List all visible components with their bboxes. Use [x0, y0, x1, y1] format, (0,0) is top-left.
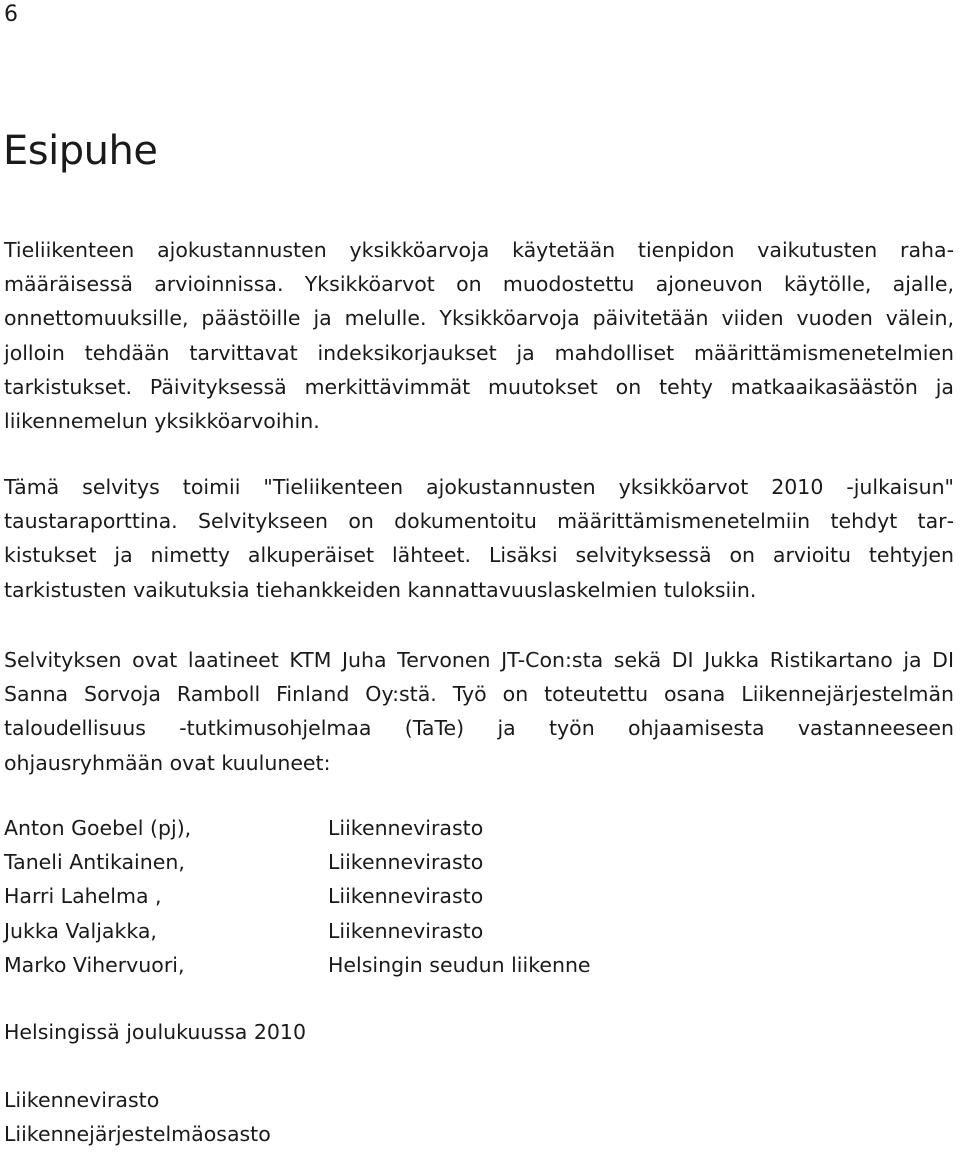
page-title: Esipuhe: [3, 128, 158, 174]
list-item: [4, 914, 954, 948]
member-organization: Helsingin seudun liikenne: [328, 952, 591, 977]
paragraph-intro: Tieliikenteen ajokustannusten yksikköarvoja käytetään tienpidon vaikutusten rahamääräisessä arvioinnissa. Yksikköarvot on muodostettu ajoneuvon käytölle, ajalle, onnettomuuksille, päästöille ja melulle. Yksikköarvoja päivitetään viiden vuoden välein, jolloin tehdään tarvittavat indeksikorjaukset ja mahdolliset määrittämismenetelmien tarkistukset. Päivityksessä merkittävimmät muutokset on tehty matkaaikasäästön ja liikennemelun yksikköarvoihin.: [4, 238, 954, 434]
steering-group-list: [4, 811, 954, 982]
list-item: [4, 948, 954, 982]
paragraph-background-report: Tämä selvitys toimii "Tieliikenteen ajokustannusten yksikköarvot 2010 -julkaisun" taustaraporttina. Selvitykseen on dokumentoitu määrittämismenetelmiin tehdyt tarkistukset ja nimetty alkuperäiset lähteet. Lisäksi selvityksessä on arvioitu tehtyjen tarkistusten vaikutuksia tiehankkeiden kannattavuuslaskelmien tuloksiin.: [4, 475, 954, 602]
page-number: 6: [4, 2, 18, 27]
member-name: Taneli Antikainen,: [4, 850, 185, 875]
member-name: Anton Goebel (pj),: [4, 816, 192, 840]
member-name: Marko Vihervuori,: [4, 952, 185, 977]
member-name: Jukka Valjakka,: [4, 918, 157, 943]
member-organization: Liikennevirasto: [328, 850, 484, 875]
list-item: [4, 811, 954, 845]
member-organization: Liikennevirasto: [328, 884, 484, 909]
paragraph-authors: Selvityksen ovat laatineet KTM Juha Tervonen JT-Con:sta sekä DI Jukka Ristikartano ja DI Sanna Sorvoja Ramboll Finland Oy:stä. Työ on toteutettu osana Liikennejärjestelmän taloudellisuus -tutkimusohjelmaa (TaTe) ja työn ohjaamisesta vastanneeseen ohjausryhmään ovat kuuluneet:: [4, 648, 954, 775]
list-item: [4, 879, 954, 913]
signature-organization: Liikennevirasto: [4, 1088, 160, 1112]
signature-department: Liikennejärjestelmäosasto: [4, 1122, 271, 1146]
list-item: [4, 845, 954, 879]
member-organization: Liikennevirasto: [328, 918, 484, 943]
place-and-date: Helsingissä joulukuussa 2010: [4, 1020, 306, 1044]
member-name: Harri Lahelma ,: [4, 884, 162, 909]
member-organization: Liikennevirasto: [328, 816, 484, 840]
